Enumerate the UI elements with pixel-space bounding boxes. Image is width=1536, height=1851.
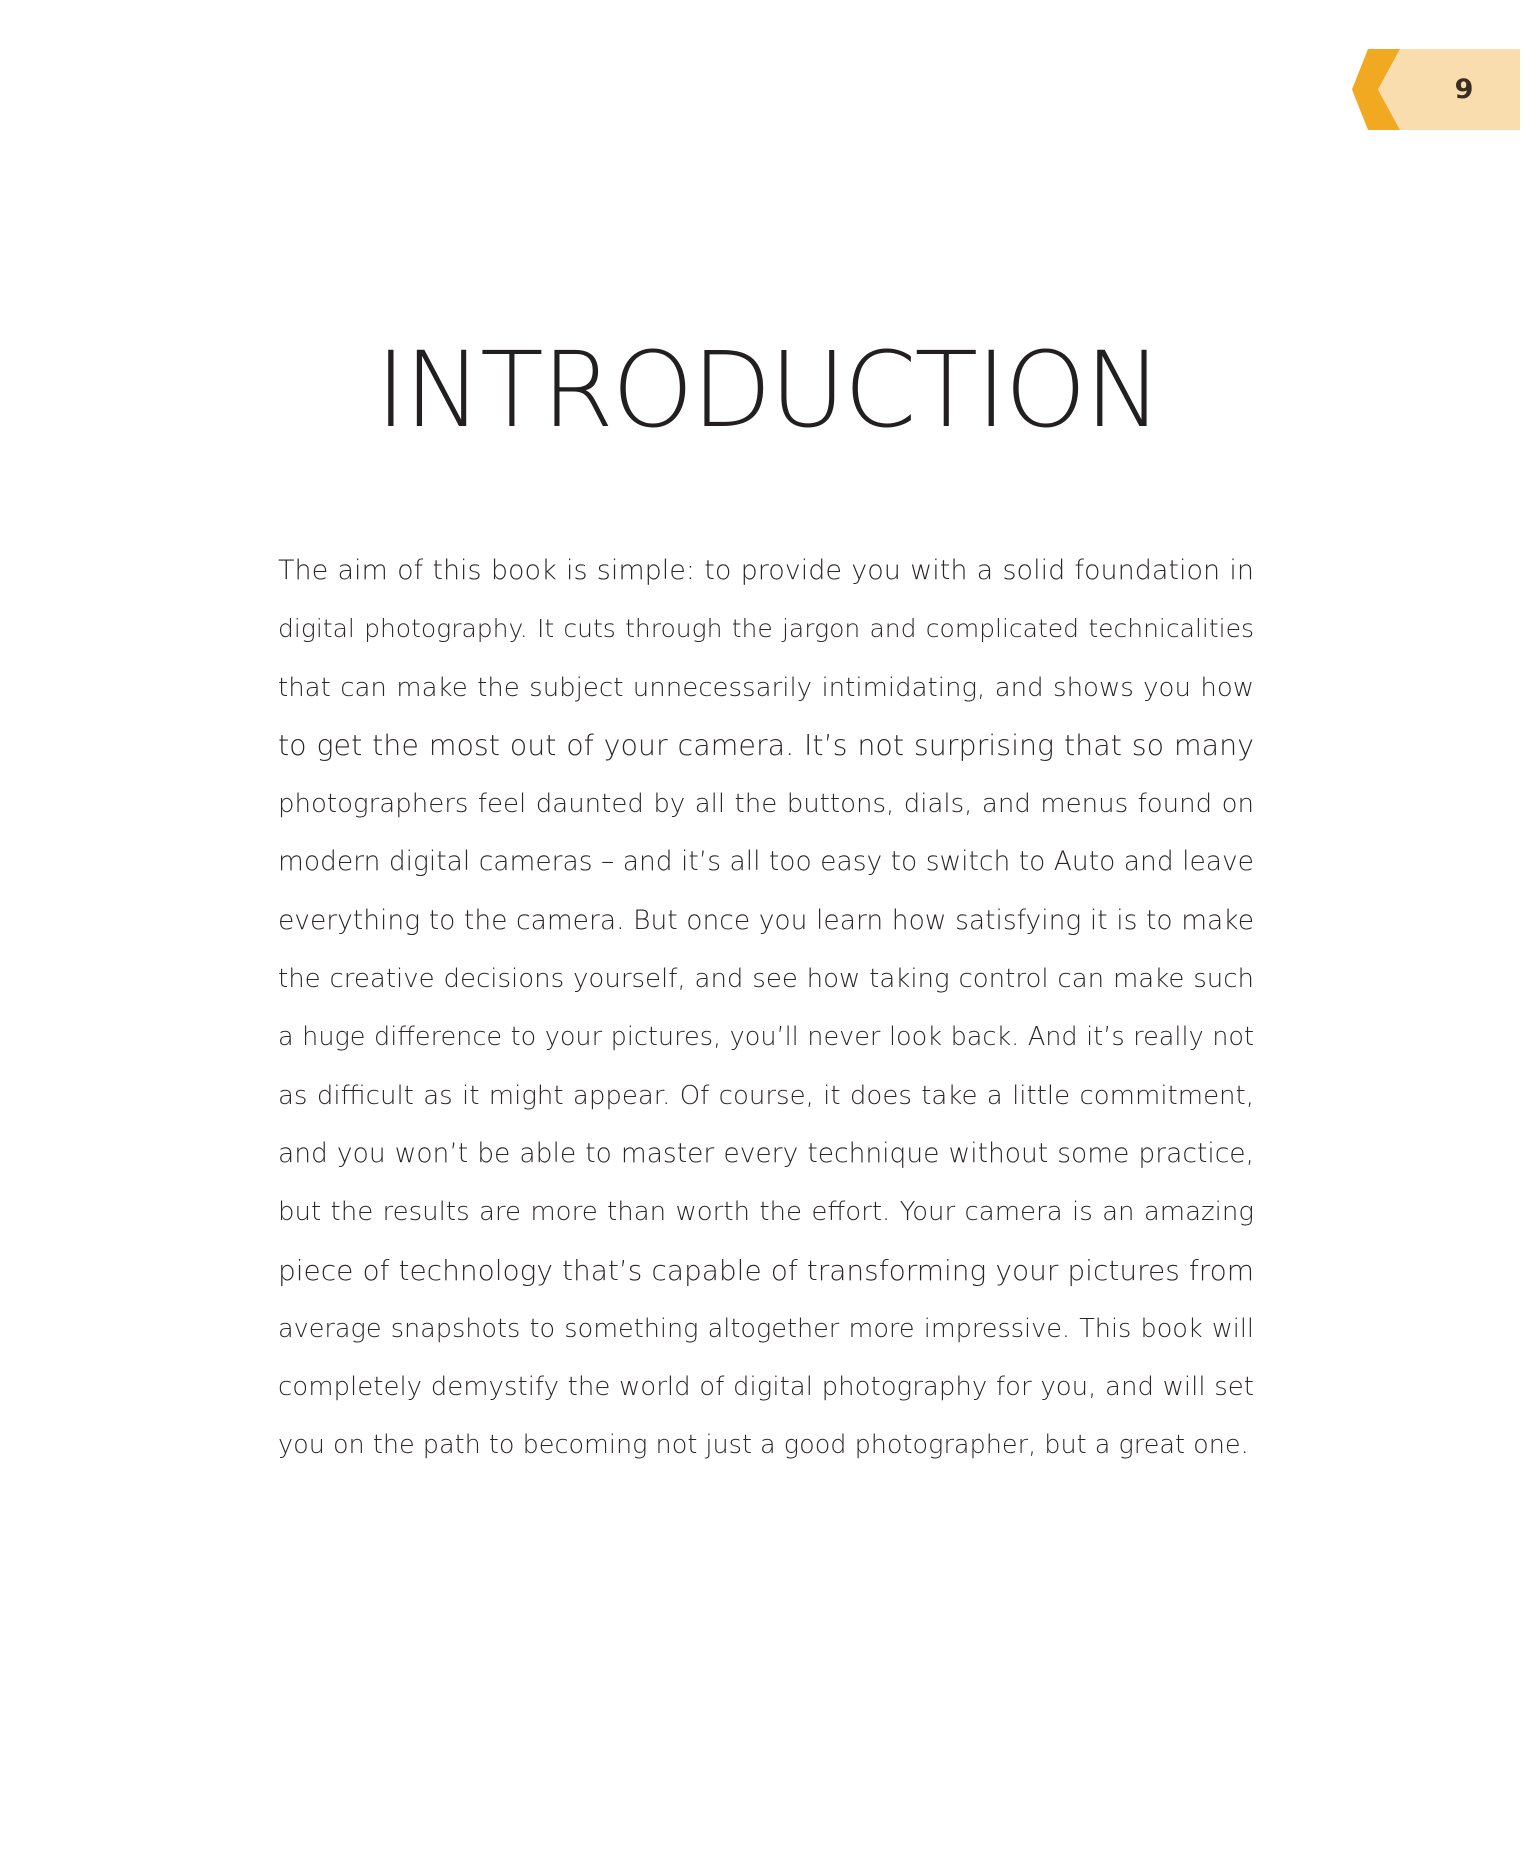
- paragraph-line: and you won’t be able to master every technique without some practice,: [278, 1137, 1254, 1169]
- page-title: INTRODUCTION: [375, 329, 1161, 451]
- paragraph-line: you on the path to becoming not just a good photographer, but a great one.: [278, 1430, 1249, 1461]
- paragraph-line: modern digital cameras – and it’s all too easy to switch to Auto and leave: [278, 846, 1254, 878]
- paragraph-line: photographers feel daunted by all the buttons, dials, and menus found on: [278, 789, 1254, 820]
- page-number: 9: [1454, 74, 1474, 105]
- paragraph-line: to get the most out of your camera. It’s not surprising that so many: [278, 728, 1254, 762]
- paragraph-line: as difficult as it might appear. Of course, it does take a little commitment,: [278, 1080, 1254, 1111]
- paragraph-line: digital photography. It cuts through the jargon and complicated technicalities: [278, 614, 1254, 644]
- paragraph-line: piece of technology that’s capable of transforming your pictures from: [278, 1253, 1254, 1287]
- paragraph-line: average snapshots to something altogether more impressive. This book will: [278, 1313, 1254, 1344]
- paragraph-line: a huge difference to your pictures, you’ll never look back. And it’s really not: [278, 1022, 1254, 1053]
- paragraph-line: completely demystify the world of digital photography for you, and will set: [278, 1372, 1254, 1403]
- body-paragraph: [278, 548, 1254, 1481]
- paragraph-line: but the results are more than worth the effort. Your camera is an amazing: [278, 1197, 1254, 1228]
- paragraph-line: The aim of this book is simple: to provide you with a solid foundation in: [278, 555, 1254, 586]
- paragraph-line: everything to the camera. But once you learn how satisfying it is to make: [278, 904, 1254, 936]
- page-number-tab: [1352, 49, 1520, 130]
- paragraph-line: that can make the subject unnecessarily intimidating, and shows you how: [278, 672, 1254, 703]
- paragraph-line: the creative decisions yourself, and see how taking control can make such: [278, 964, 1254, 995]
